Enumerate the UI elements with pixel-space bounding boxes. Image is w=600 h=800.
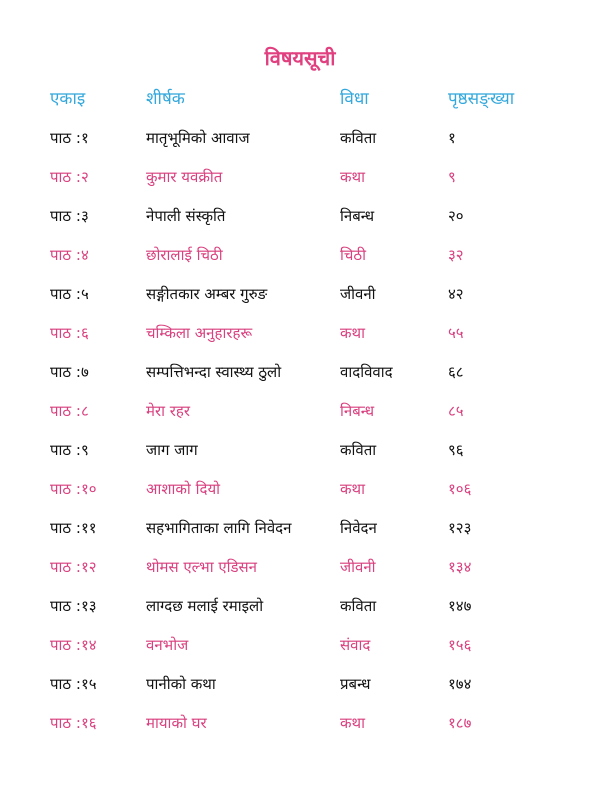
row-heading: सम्पत्तिभन्दा स्वास्थ्य ठुलो <box>146 363 282 381</box>
row-page: १७४ <box>448 675 472 693</box>
row-genre: प्रबन्ध <box>340 675 371 693</box>
row-unit: पाठ :१० <box>50 480 97 498</box>
header-genre: विधा <box>340 89 369 109</box>
header-unit: एकाइ <box>50 89 86 109</box>
row-genre: कविता <box>340 129 377 147</box>
row-genre: निबन्ध <box>340 207 375 225</box>
row-genre: कथा <box>340 714 365 732</box>
table-row <box>0 477 600 516</box>
row-page: १३४ <box>448 558 472 576</box>
table-row <box>0 438 600 477</box>
row-unit: पाठ :६ <box>50 324 89 342</box>
row-genre: जीवनी <box>340 558 376 576</box>
table-row <box>0 360 600 399</box>
row-unit: पाठ :१ <box>50 129 89 147</box>
table-row <box>0 321 600 360</box>
table-row <box>0 594 600 633</box>
table-row <box>0 399 600 438</box>
table-row <box>0 516 600 555</box>
row-heading: थोमस एल्भा एडिसन <box>146 558 258 576</box>
row-unit: पाठ :१४ <box>50 636 97 654</box>
row-heading: पानीको कथा <box>146 675 216 693</box>
row-page: ३२ <box>448 246 464 264</box>
header-heading: शीर्षक <box>146 89 185 109</box>
row-page: ८५ <box>448 402 464 420</box>
table-row <box>0 672 600 711</box>
row-unit: पाठ :५ <box>50 285 89 303</box>
row-genre: जीवनी <box>340 285 376 303</box>
row-genre: कविता <box>340 597 377 615</box>
table-row <box>0 126 600 165</box>
table-header <box>0 86 600 116</box>
row-heading: सङ्गीतकार अम्बर गुरुङ <box>146 285 268 303</box>
page-title: विषयसूची <box>264 46 336 70</box>
header-page: पृष्ठसङ्ख्या <box>448 89 515 109</box>
row-heading: मायाको घर <box>146 714 207 732</box>
row-unit: पाठ :१३ <box>50 597 97 615</box>
row-unit: पाठ :१६ <box>50 714 97 732</box>
row-heading: नेपाली संस्कृति <box>146 207 226 225</box>
row-genre: वादविवाद <box>340 363 393 381</box>
row-heading: आशाको दियो <box>146 480 221 498</box>
row-unit: पाठ :७ <box>50 363 89 381</box>
row-page: १८७ <box>448 714 472 732</box>
table-row <box>0 165 600 204</box>
contents-table <box>0 126 600 750</box>
row-heading: मातृभूमिको आवाज <box>146 129 250 147</box>
row-page: १४७ <box>448 597 472 615</box>
row-genre: निवेदन <box>340 519 377 537</box>
row-page: ४२ <box>448 285 464 303</box>
row-unit: पाठ :९ <box>50 441 89 459</box>
row-page: ९ <box>448 168 456 186</box>
row-heading: छोरालाई चिठी <box>146 246 223 264</box>
row-heading: कुमार यवक्रीत <box>146 168 223 186</box>
row-genre: कथा <box>340 324 365 342</box>
row-heading: जाग जाग <box>146 441 198 459</box>
table-row <box>0 555 600 594</box>
row-heading: चम्किला अनुहारहरू <box>146 324 253 342</box>
row-genre: संवाद <box>340 636 371 654</box>
row-unit: पाठ :३ <box>50 207 89 225</box>
row-genre: कथा <box>340 480 365 498</box>
row-unit: पाठ :१२ <box>50 558 97 576</box>
table-row <box>0 243 600 282</box>
table-row <box>0 204 600 243</box>
row-page: ५५ <box>448 324 464 342</box>
row-unit: पाठ :२ <box>50 168 89 186</box>
row-page: २० <box>448 207 464 225</box>
row-genre: चिठी <box>340 246 367 264</box>
table-row <box>0 633 600 672</box>
table-row <box>0 282 600 321</box>
row-heading: वनभोज <box>146 636 189 654</box>
row-unit: पाठ :४ <box>50 246 89 264</box>
row-heading: सहभागिताका लागि निवेदन <box>146 519 292 537</box>
table-row <box>0 711 600 750</box>
row-page: ९६ <box>448 441 464 459</box>
row-unit: पाठ :११ <box>50 519 97 537</box>
row-heading: लाग्दछ मलाई रमाइलो <box>146 597 264 615</box>
row-unit: पाठ :८ <box>50 402 89 420</box>
row-page: १५६ <box>448 636 472 654</box>
row-genre: कविता <box>340 441 377 459</box>
row-page: १०६ <box>448 480 472 498</box>
row-genre: निबन्ध <box>340 402 375 420</box>
row-genre: कथा <box>340 168 365 186</box>
row-page: ६८ <box>448 363 464 381</box>
row-unit: पाठ :१५ <box>50 675 97 693</box>
row-page: १२३ <box>448 519 472 537</box>
row-page: १ <box>448 129 456 147</box>
row-heading: मेरा रहर <box>146 402 190 420</box>
